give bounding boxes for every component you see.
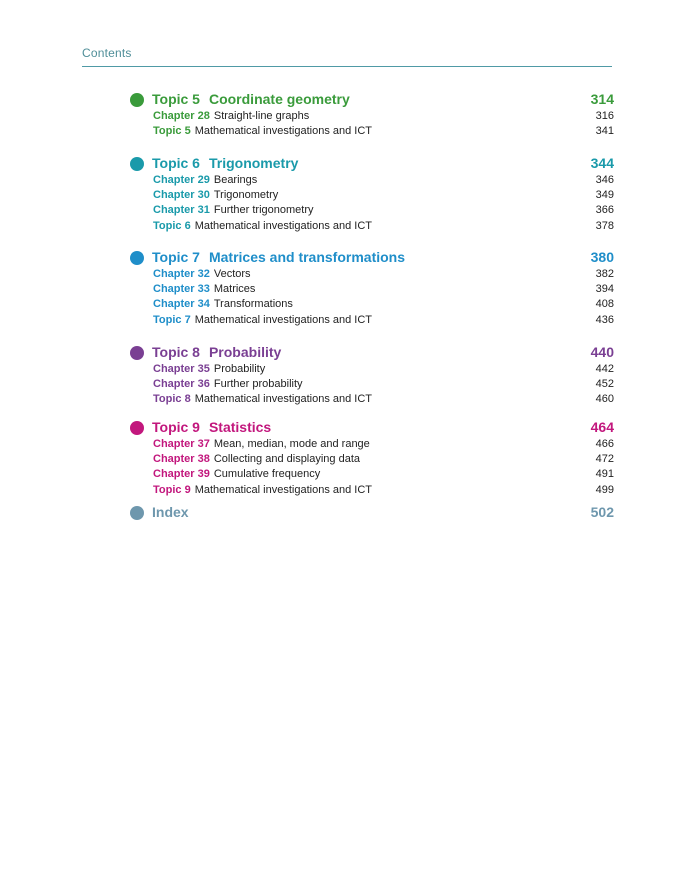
topic-section [130,344,614,408]
topic-page-number: 380 [590,249,614,265]
topic-section [130,504,614,522]
chapter-number: Chapter 35 [153,363,210,375]
chapter-page-number: 466 [595,438,614,450]
topic-page-number: 440 [590,344,614,360]
topic-heading[interactable] [130,91,614,109]
chapter-number: Chapter 32 [153,268,210,280]
chapter-number: Topic 7 [153,313,191,326]
chapter-number: Chapter 29 [153,174,210,186]
chapter-page-number: 491 [595,468,614,481]
chapter-label [153,109,309,124]
chapter-number: Chapter 33 [153,283,210,296]
chapter-entry[interactable] [130,282,614,297]
chapter-number: Chapter 34 [153,298,210,311]
chapter-entry[interactable] [130,437,614,452]
topic-name: Trigonometry [208,155,299,171]
topic-title [152,504,189,520]
chapter-label [153,188,278,203]
chapter-page-number: 366 [595,204,614,217]
topic-page-number: 314 [590,91,614,107]
chapter-title: Trigonometry [213,189,279,202]
chapter-page-number: 452 [595,378,614,391]
chapter-number: Chapter 37 [153,438,210,450]
chapter-number: Chapter 31 [153,204,210,217]
topic-bullet-icon [130,93,144,107]
chapter-number: Topic 6 [153,219,191,232]
chapter-page-number: 316 [595,110,614,122]
chapter-label [153,377,303,392]
chapter-page-number: 378 [595,219,614,232]
chapter-entry[interactable] [130,188,614,203]
topic-number: Topic 5 [152,91,200,107]
chapter-label [153,392,372,407]
chapter-label [153,124,372,139]
chapter-number: Topic 8 [153,393,191,406]
chapter-title: Bearings [213,174,258,186]
chapter-number: Chapter 39 [153,468,210,481]
chapter-title: Mathematical investigations and ICT [194,483,373,496]
topic-heading[interactable] [130,504,614,522]
chapter-entry[interactable] [130,313,614,328]
chapter-number: Chapter 38 [153,453,210,466]
chapter-label [153,452,360,467]
topic-heading[interactable] [130,155,614,173]
chapter-label [153,437,370,452]
chapter-number: Chapter 36 [153,378,210,391]
chapter-page-number: 349 [595,189,614,202]
chapter-page-number: 341 [595,125,614,138]
topic-page-number: 464 [590,419,614,435]
chapter-page-number: 382 [595,268,614,280]
chapter-label [153,219,372,234]
topic-name: Statistics [208,419,272,435]
chapter-title: Further trigonometry [213,204,314,217]
topic-page-number: 502 [590,504,614,520]
chapter-entry[interactable] [130,297,614,312]
chapter-title: Mathematical investigations and ICT [194,219,373,232]
chapter-label [153,297,293,312]
chapter-label [153,173,257,188]
chapter-title: Straight-line graphs [213,110,310,122]
topic-section [130,91,614,139]
chapter-title: Vectors [213,268,251,280]
topic-page-number: 344 [590,155,614,171]
chapter-title: Cumulative frequency [213,468,321,481]
chapter-number: Topic 9 [153,483,191,496]
topic-name: Probability [208,344,282,360]
chapter-label [153,483,372,498]
topic-heading[interactable] [130,419,614,437]
chapter-title: Mathematical investigations and ICT [194,313,373,326]
chapter-entry[interactable] [130,452,614,467]
chapter-page-number: 394 [595,283,614,296]
topic-heading[interactable] [130,344,614,362]
chapter-title: Collecting and displaying data [213,453,361,466]
chapter-page-number: 408 [595,298,614,311]
chapter-number: Chapter 30 [153,189,210,202]
topic-section [130,419,614,498]
chapter-entry[interactable] [130,203,614,218]
chapter-entry[interactable] [130,267,614,282]
chapter-label [153,203,314,218]
chapter-label [153,267,251,282]
chapter-entry[interactable] [130,467,614,482]
chapter-label [153,282,255,297]
chapter-label [153,467,320,482]
chapter-page-number: 442 [595,363,614,375]
chapter-page-number: 499 [595,483,614,496]
topic-title [152,344,281,360]
page-title: Contents [82,46,132,60]
topic-number: Topic 8 [152,344,200,360]
chapter-entry[interactable] [130,173,614,188]
chapter-title: Further probability [213,378,303,391]
topic-name: Matrices and transformations [208,249,406,265]
chapter-page-number: 436 [595,313,614,326]
chapter-entry[interactable] [130,362,614,377]
chapter-page-number: 460 [595,393,614,406]
chapter-title: Probability [213,363,266,375]
chapter-page-number: 472 [595,453,614,466]
topic-title [152,155,298,171]
chapter-entry[interactable] [130,377,614,392]
topic-number: Topic 6 [152,155,200,171]
chapter-title: Mathematical investigations and ICT [194,125,373,138]
topic-heading[interactable] [130,249,614,267]
topic-name: Coordinate geometry [208,91,350,107]
chapter-entry[interactable] [130,483,614,498]
chapter-number: Topic 5 [153,125,191,138]
topic-number: Index [152,504,189,520]
topic-section [130,249,614,328]
chapter-entry[interactable] [130,392,614,407]
topic-bullet-icon [130,157,144,171]
topic-bullet-icon [130,251,144,265]
topic-bullet-icon [130,421,144,435]
chapter-title: Mathematical investigations and ICT [194,393,373,406]
topic-bullet-icon [130,346,144,360]
topic-section [130,155,614,234]
chapter-label [153,313,372,328]
chapter-title: Transformations [213,298,293,311]
topic-number: Topic 9 [152,419,200,435]
chapter-number: Chapter 28 [153,110,210,122]
topic-bullet-icon [130,506,144,520]
chapter-title: Matrices [213,283,256,296]
topic-title [152,249,405,265]
chapter-label [153,362,265,377]
chapter-entry[interactable] [130,219,614,234]
chapter-page-number: 346 [595,174,614,186]
chapter-entry[interactable] [130,124,614,139]
topic-title [152,419,271,435]
chapter-title: Mean, median, mode and range [213,438,370,450]
topic-number: Topic 7 [152,249,200,265]
topic-title [152,91,350,107]
chapter-entry[interactable] [130,109,614,124]
